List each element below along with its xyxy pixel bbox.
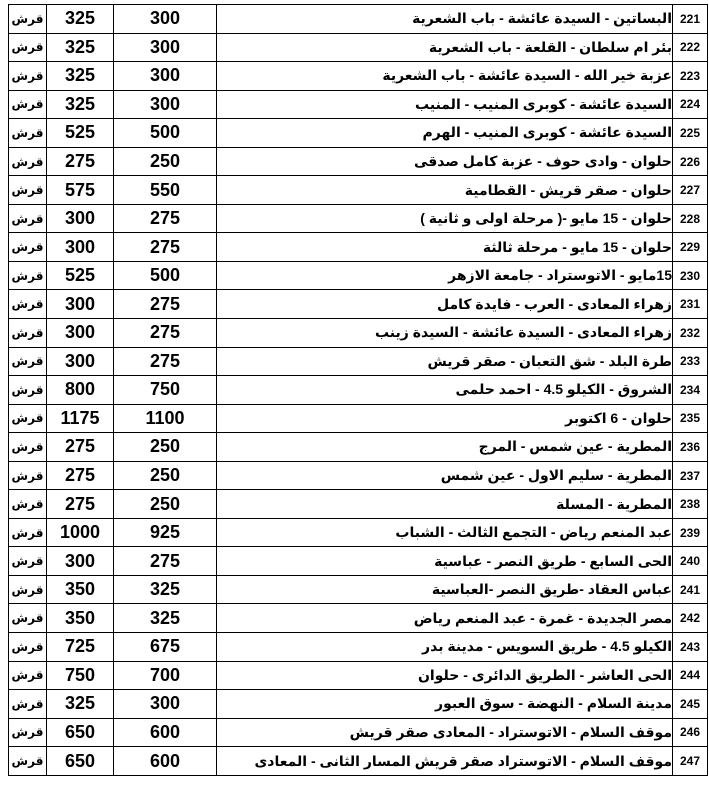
fare-table [8, 4, 708, 776]
old-fare-cell: 750 [114, 376, 217, 405]
old-fare-cell: 275 [114, 347, 217, 376]
old-fare-cell: 300 [114, 5, 217, 34]
line-number-cell: 235 [673, 404, 708, 433]
table-row [9, 661, 708, 690]
currency-cell: قرش [9, 176, 47, 205]
new-fare-cell: 300 [47, 204, 114, 233]
new-fare-cell: 275 [47, 147, 114, 176]
table-row [9, 433, 708, 462]
line-number-cell: 247 [673, 747, 708, 776]
currency-cell: قرش [9, 347, 47, 376]
route-cell: المطرية - المسلة [217, 490, 673, 519]
old-fare-cell: 250 [114, 490, 217, 519]
old-fare-cell: 500 [114, 261, 217, 290]
table-row [9, 518, 708, 547]
line-number-cell: 227 [673, 176, 708, 205]
line-number-cell: 231 [673, 290, 708, 319]
table-row [9, 147, 708, 176]
new-fare-cell: 1000 [47, 518, 114, 547]
currency-cell: قرش [9, 747, 47, 776]
route-cell: زهراء المعادى - السيدة عائشة - السيدة زينب [217, 319, 673, 348]
new-fare-cell: 750 [47, 661, 114, 690]
currency-cell: قرش [9, 490, 47, 519]
currency-cell: قرش [9, 204, 47, 233]
new-fare-cell: 800 [47, 376, 114, 405]
line-number-cell: 238 [673, 490, 708, 519]
line-number-cell: 232 [673, 319, 708, 348]
currency-cell: قرش [9, 290, 47, 319]
route-cell: السيدة عائشة - كوبرى المنيب - المنيب [217, 90, 673, 119]
new-fare-cell: 300 [47, 319, 114, 348]
table-row [9, 747, 708, 776]
table-row [9, 204, 708, 233]
route-cell: عباس العقاد -طريق النصر -العباسية [217, 575, 673, 604]
line-number-cell: 236 [673, 433, 708, 462]
table-row [9, 547, 708, 576]
old-fare-cell: 275 [114, 547, 217, 576]
line-number-cell: 244 [673, 661, 708, 690]
route-cell: 15مايو - الاتوستراد - جامعة الازهر [217, 261, 673, 290]
route-cell: المطرية - سليم الاول - عين شمس [217, 461, 673, 490]
route-cell: مصر الجديدة - غمرة - عبد المنعم رياض [217, 604, 673, 633]
currency-cell: قرش [9, 319, 47, 348]
new-fare-cell: 300 [47, 347, 114, 376]
line-number-cell: 221 [673, 5, 708, 34]
currency-cell: قرش [9, 62, 47, 91]
table-row [9, 119, 708, 148]
table-row [9, 604, 708, 633]
old-fare-cell: 300 [114, 62, 217, 91]
line-number-cell: 224 [673, 90, 708, 119]
line-number-cell: 243 [673, 633, 708, 662]
currency-cell: قرش [9, 376, 47, 405]
route-cell: حلوان - وادى حوف - عزبة كامل صدقى [217, 147, 673, 176]
currency-cell: قرش [9, 661, 47, 690]
line-number-cell: 234 [673, 376, 708, 405]
line-number-cell: 226 [673, 147, 708, 176]
route-cell: زهراء المعادى - العرب - فايدة كامل [217, 290, 673, 319]
route-cell: عبد المنعم رياض - التجمع الثالث - الشباب [217, 518, 673, 547]
new-fare-cell: 275 [47, 461, 114, 490]
currency-cell: قرش [9, 404, 47, 433]
old-fare-cell: 700 [114, 661, 217, 690]
old-fare-cell: 325 [114, 575, 217, 604]
old-fare-cell: 1100 [114, 404, 217, 433]
table-row [9, 404, 708, 433]
line-number-cell: 240 [673, 547, 708, 576]
table-row [9, 490, 708, 519]
new-fare-cell: 325 [47, 33, 114, 62]
table-row [9, 575, 708, 604]
route-cell: حلوان - 6 اكتوبر [217, 404, 673, 433]
new-fare-cell: 325 [47, 62, 114, 91]
route-cell: عزبة خير الله - السيدة عائشة - باب الشعرية [217, 62, 673, 91]
old-fare-cell: 275 [114, 204, 217, 233]
currency-cell: قرش [9, 233, 47, 262]
new-fare-cell: 350 [47, 575, 114, 604]
table-row [9, 633, 708, 662]
table-row [9, 376, 708, 405]
line-number-cell: 237 [673, 461, 708, 490]
old-fare-cell: 250 [114, 461, 217, 490]
new-fare-cell: 325 [47, 690, 114, 719]
old-fare-cell: 300 [114, 690, 217, 719]
new-fare-cell: 1175 [47, 404, 114, 433]
table-row [9, 176, 708, 205]
new-fare-cell: 300 [47, 290, 114, 319]
currency-cell: قرش [9, 575, 47, 604]
currency-cell: قرش [9, 547, 47, 576]
new-fare-cell: 575 [47, 176, 114, 205]
new-fare-cell: 525 [47, 261, 114, 290]
old-fare-cell: 250 [114, 147, 217, 176]
line-number-cell: 241 [673, 575, 708, 604]
new-fare-cell: 325 [47, 5, 114, 34]
old-fare-cell: 600 [114, 718, 217, 747]
route-cell: حلوان - 15 مايو -( مرحلة اولى و ثانية ) [217, 204, 673, 233]
route-cell: حلوان - صقر قريش - القطامية [217, 176, 673, 205]
table-row [9, 718, 708, 747]
currency-cell: قرش [9, 718, 47, 747]
table-row [9, 319, 708, 348]
currency-cell: قرش [9, 518, 47, 547]
currency-cell: قرش [9, 5, 47, 34]
line-number-cell: 228 [673, 204, 708, 233]
old-fare-cell: 300 [114, 90, 217, 119]
route-cell: حلوان - 15 مايو - مرحلة ثالثة [217, 233, 673, 262]
currency-cell: قرش [9, 261, 47, 290]
route-cell: الحى العاشر - الطريق الدائرى - حلوان [217, 661, 673, 690]
new-fare-cell: 325 [47, 90, 114, 119]
old-fare-cell: 500 [114, 119, 217, 148]
route-cell: بئر ام سلطان - القلعة - باب الشعرية [217, 33, 673, 62]
route-cell: البساتين - السيدة عائشة - باب الشعرية [217, 5, 673, 34]
old-fare-cell: 550 [114, 176, 217, 205]
table-row [9, 33, 708, 62]
old-fare-cell: 275 [114, 319, 217, 348]
new-fare-cell: 350 [47, 604, 114, 633]
line-number-cell: 225 [673, 119, 708, 148]
line-number-cell: 242 [673, 604, 708, 633]
route-cell: المطرية - عين شمس - المرج [217, 433, 673, 462]
table-row [9, 5, 708, 34]
table-row [9, 347, 708, 376]
line-number-cell: 233 [673, 347, 708, 376]
currency-cell: قرش [9, 33, 47, 62]
old-fare-cell: 275 [114, 290, 217, 319]
old-fare-cell: 275 [114, 233, 217, 262]
fare-table-body [9, 5, 708, 776]
table-row [9, 90, 708, 119]
route-cell: الحى السابع - طريق النصر - عباسية [217, 547, 673, 576]
new-fare-cell: 650 [47, 747, 114, 776]
old-fare-cell: 300 [114, 33, 217, 62]
line-number-cell: 223 [673, 62, 708, 91]
table-row [9, 233, 708, 262]
currency-cell: قرش [9, 633, 47, 662]
old-fare-cell: 925 [114, 518, 217, 547]
line-number-cell: 222 [673, 33, 708, 62]
old-fare-cell: 675 [114, 633, 217, 662]
new-fare-cell: 650 [47, 718, 114, 747]
old-fare-cell: 325 [114, 604, 217, 633]
currency-cell: قرش [9, 461, 47, 490]
line-number-cell: 239 [673, 518, 708, 547]
new-fare-cell: 275 [47, 490, 114, 519]
line-number-cell: 246 [673, 718, 708, 747]
new-fare-cell: 525 [47, 119, 114, 148]
new-fare-cell: 725 [47, 633, 114, 662]
currency-cell: قرش [9, 690, 47, 719]
currency-cell: قرش [9, 147, 47, 176]
line-number-cell: 230 [673, 261, 708, 290]
currency-cell: قرش [9, 90, 47, 119]
route-cell: مدينة السلام - النهضة - سوق العبور [217, 690, 673, 719]
route-cell: موقف السلام - الاتوستراد صقر قريش المسار الثانى - المعادى [217, 747, 673, 776]
table-row [9, 290, 708, 319]
new-fare-cell: 300 [47, 233, 114, 262]
table-row [9, 62, 708, 91]
currency-cell: قرش [9, 604, 47, 633]
table-row [9, 461, 708, 490]
route-cell: السيدة عائشة - كوبرى المنيب - الهرم [217, 119, 673, 148]
old-fare-cell: 600 [114, 747, 217, 776]
old-fare-cell: 250 [114, 433, 217, 462]
route-cell: طرة البلد - شق التعبان - صقر قريش [217, 347, 673, 376]
line-number-cell: 245 [673, 690, 708, 719]
line-number-cell: 229 [673, 233, 708, 262]
table-row [9, 261, 708, 290]
new-fare-cell: 275 [47, 433, 114, 462]
new-fare-cell: 300 [47, 547, 114, 576]
currency-cell: قرش [9, 119, 47, 148]
route-cell: الكيلو 4.5 - طريق السويس - مدينة بدر [217, 633, 673, 662]
currency-cell: قرش [9, 433, 47, 462]
table-row [9, 690, 708, 719]
route-cell: موقف السلام - الاتوستراد - المعادى صقر قريش [217, 718, 673, 747]
route-cell: الشروق - الكيلو 4.5 - احمد حلمى [217, 376, 673, 405]
